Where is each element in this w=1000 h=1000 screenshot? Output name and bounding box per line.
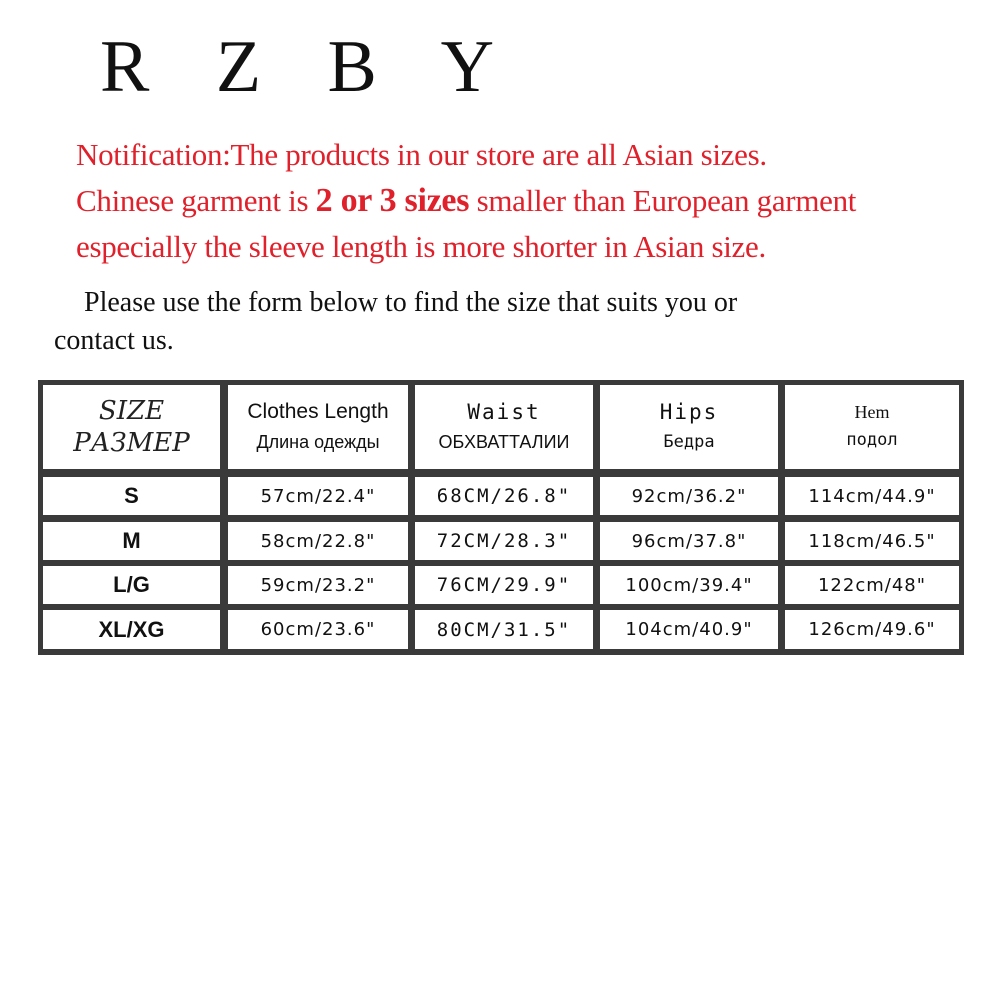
instruction-text [54,284,954,360]
hips-cell [600,566,778,604]
hips-value: 100cm/39.4" [625,574,753,596]
header-waist-en: Waist [467,400,541,424]
notice-line-2-pre: Chinese garment is [76,183,316,218]
hem-value: 122cm/48" [817,574,927,596]
waist-cell [415,477,593,515]
length-value: 59cm/23.2" [260,574,376,596]
hips-value: 104cm/40.9" [625,619,753,640]
length-value: 60cm/23.6" [260,619,376,640]
hips-value: 92cm/36.2" [631,485,747,507]
waist-cell [415,566,593,604]
notice-line-1: Notification:The products in our store are all Asian sizes. [76,137,767,172]
hips-cell [600,477,778,515]
hem-cell [785,566,959,604]
row-size-cell [43,610,220,649]
length-value: 57cm/22.4" [260,485,376,507]
length-cell [228,522,408,560]
header-hips-ru: Бедра [663,432,715,452]
header-size-ru: РАЗМЕР [73,428,190,458]
waist-cell [415,522,593,560]
header-clothes-length [228,385,408,469]
hem-value: 126cm/49.6" [808,619,936,640]
row-size-cell [43,477,220,515]
hem-cell [785,610,959,649]
hips-cell [600,522,778,560]
hem-value: 114cm/44.9" [808,485,936,507]
size-label: L/G [113,572,150,597]
header-waist [415,385,593,469]
header-hem [785,385,959,469]
hips-value: 96cm/37.8" [631,530,747,552]
size-chart-table [38,380,964,655]
header-hem-ru: подол [846,430,898,450]
hips-cell [600,610,778,649]
length-cell [228,566,408,604]
size-label: S [124,483,139,508]
notice-emphasis: 2 or 3 sizes [315,182,470,219]
hem-cell [785,477,959,515]
waist-value: 68CM/26.8" [436,485,572,507]
header-hem-en: Hem [854,402,890,422]
header-waist-ru: ОБХВАТТАЛИИ [438,432,570,452]
length-value: 58cm/22.8" [260,530,376,552]
hem-value: 118cm/46.5" [808,530,936,552]
size-label: XL/XG [98,616,165,642]
row-size-cell [43,566,220,604]
notice-line-2-post: smaller than European garment [469,183,857,218]
header-hips [600,385,778,469]
header-hips-en: Hips [659,400,719,424]
row-size-cell [43,522,220,560]
brand-logo: R Z B Y [100,26,519,108]
length-cell [228,477,408,515]
waist-cell [415,610,593,649]
header-length-ru: Длина одежды [256,432,380,452]
size-label: M [122,528,141,553]
header-size [43,385,220,469]
length-cell [228,610,408,649]
size-notification [76,132,986,270]
waist-value: 80CM/31.5" [436,618,572,641]
instruction-line-1: Please use the form below to find the size that suits you or [84,287,738,318]
header-size-en: SIZE [98,396,165,426]
notice-line-2 [76,178,986,224]
hem-cell [785,522,959,560]
waist-value: 72CM/28.3" [436,530,572,552]
header-length-en: Clothes Length [247,400,389,423]
instruction-line-2: contact us. [54,325,174,356]
waist-value: 76CM/29.9" [436,574,572,596]
notice-line-3: especially the sleeve length is more shorter in Asian size. [76,229,766,264]
